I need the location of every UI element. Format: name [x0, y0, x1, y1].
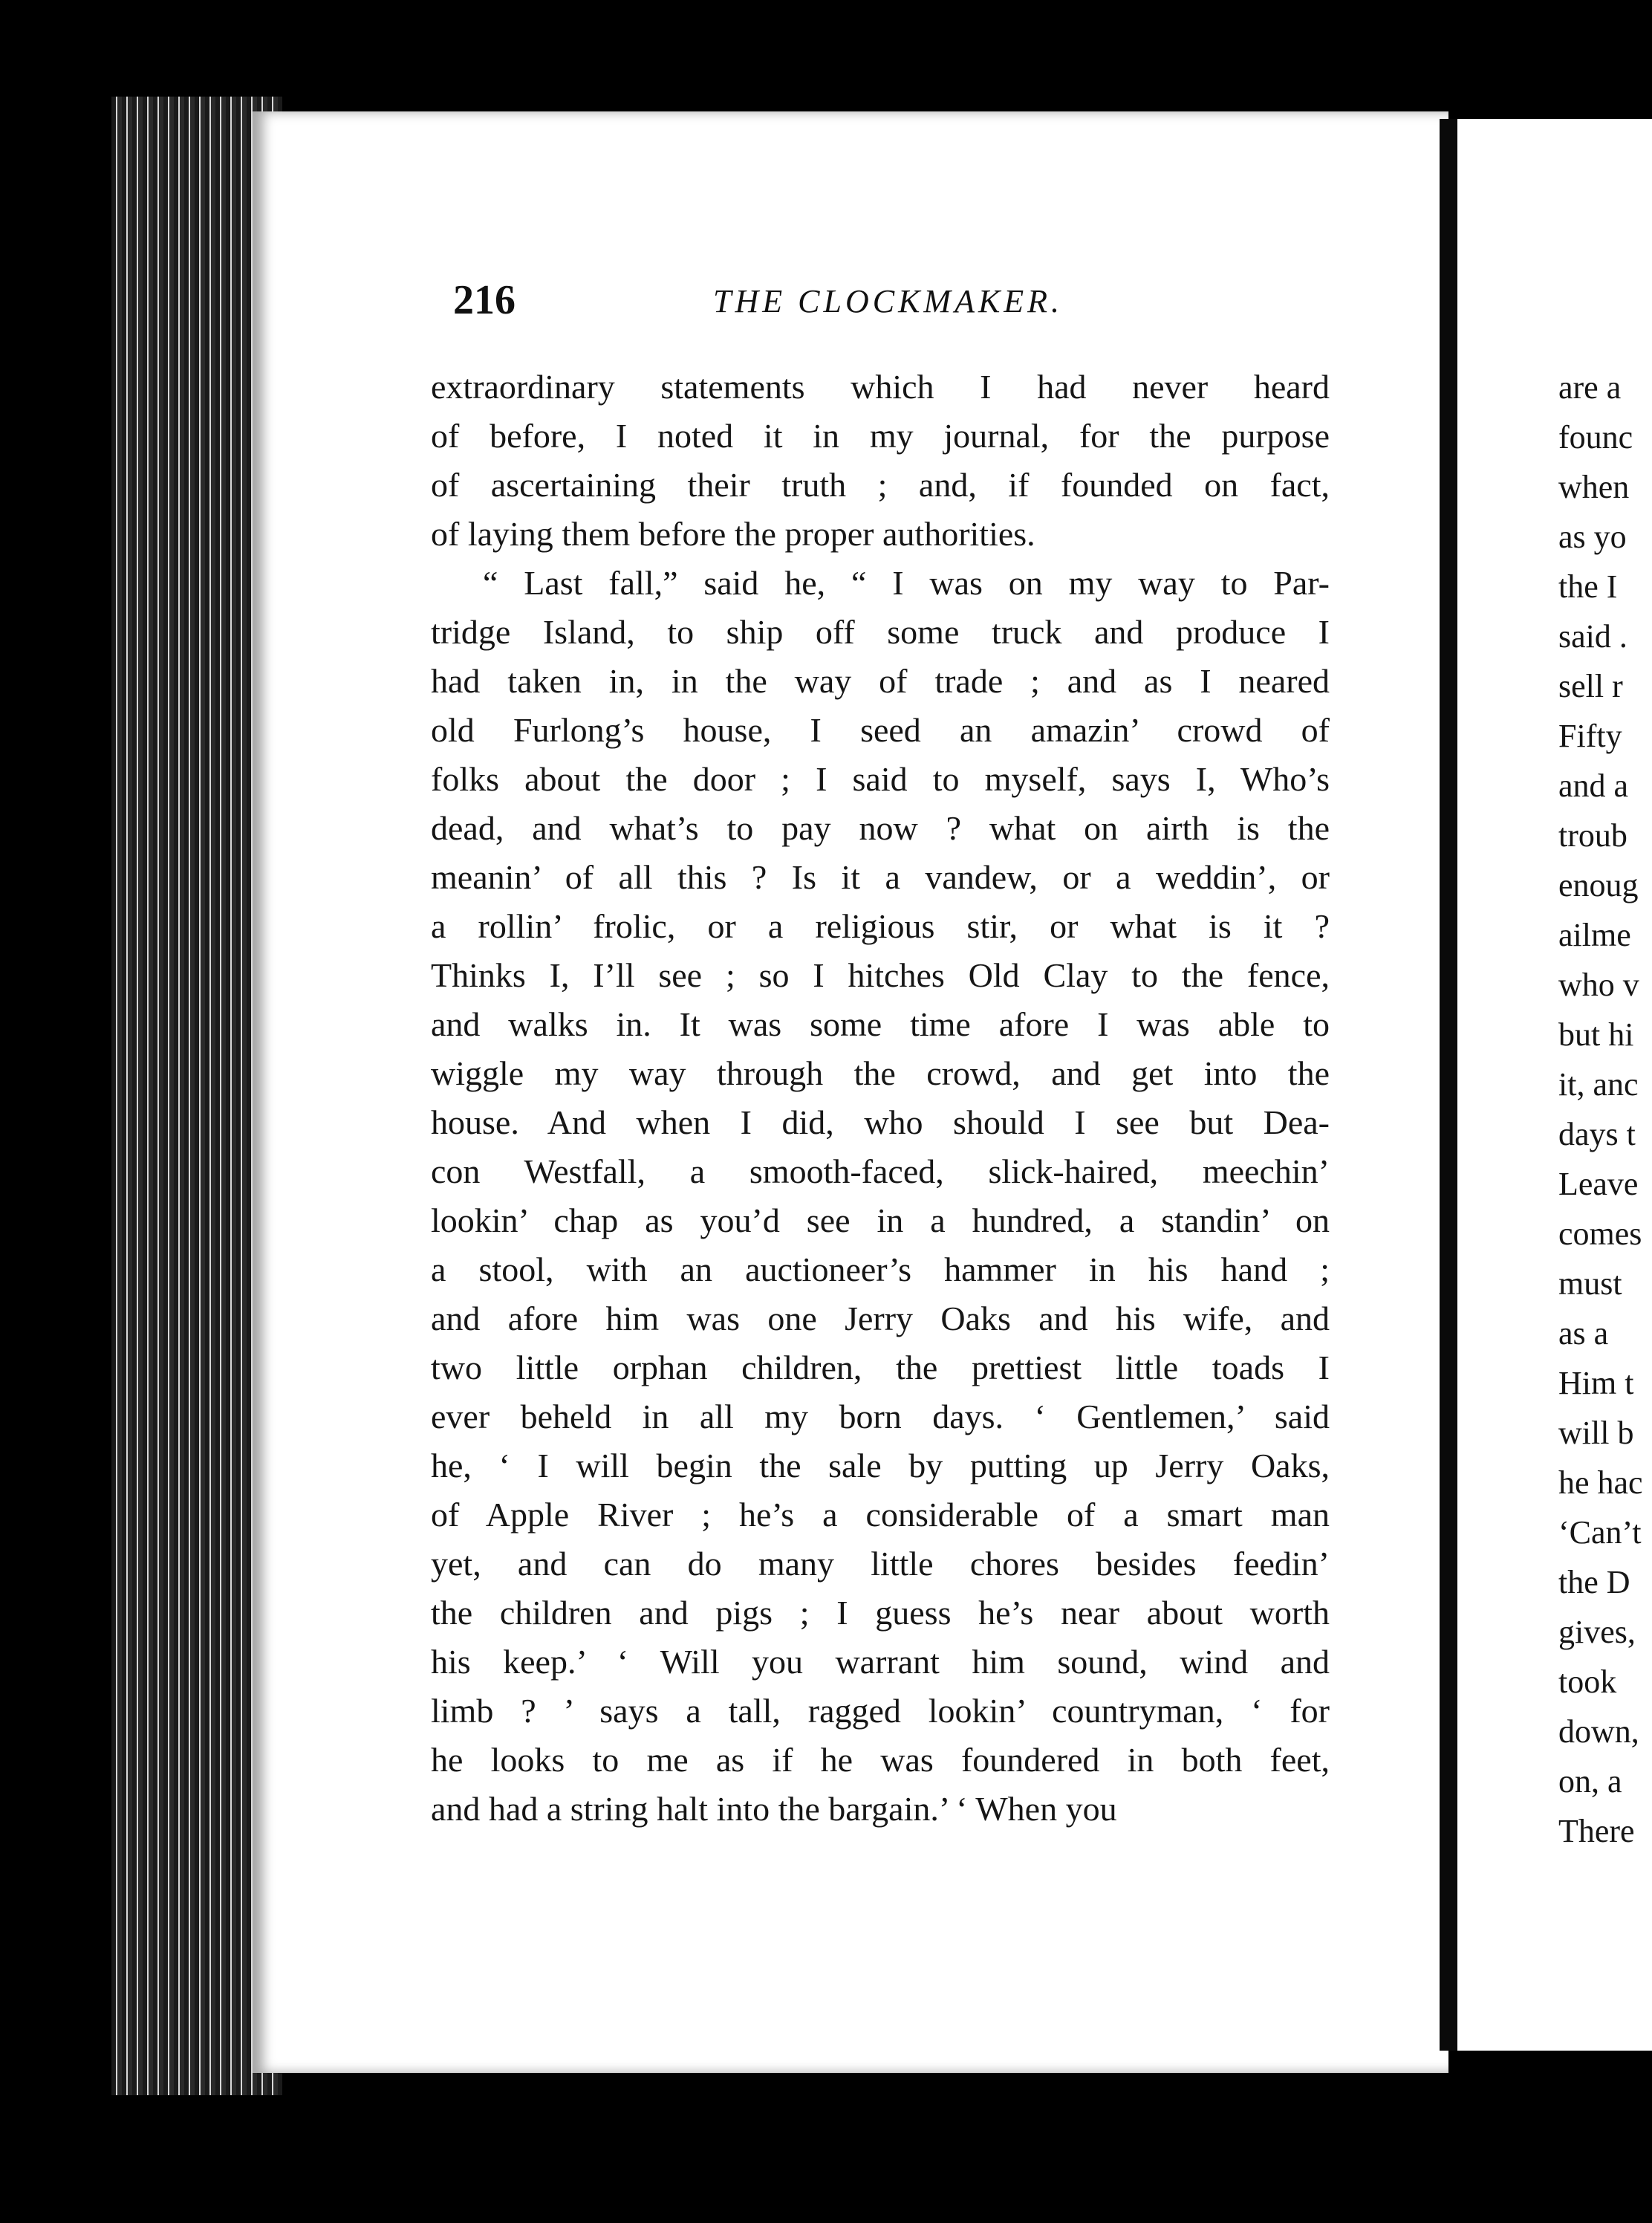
- text-line: a rollin’ frolic, or a religious stir, or what is it ?: [431, 907, 1330, 945]
- text-line: a stool, with an auctioneer’s hammer in his hand ;: [431, 1250, 1330, 1288]
- text-line: of laying them before the proper authorities.: [431, 515, 1035, 553]
- text-line: his keep.’ ‘ Will you warrant him sound, wind and: [431, 1643, 1330, 1681]
- text-line: and afore him was one Jerry Oaks and his wife, and: [431, 1299, 1330, 1337]
- text-line: extraordinary statements which I had never heard: [431, 368, 1330, 406]
- text-line-fragment: are a: [1558, 369, 1622, 406]
- book-gutter: [1440, 119, 1459, 2051]
- left-page-text: [431, 363, 1330, 1834]
- right-page-text: [1558, 363, 1652, 1856]
- text-line: yet, and can do many little chores besides feedin’: [431, 1545, 1330, 1583]
- text-line: and walks in. It was some time afore I was able to: [431, 1005, 1330, 1043]
- text-line-fragment: he hac: [1558, 1464, 1643, 1501]
- text-line: old Furlong’s house, I seed an amazin’ crowd of: [431, 711, 1330, 749]
- text-line-fragment: Fifty: [1558, 718, 1622, 754]
- text-line: “ Last fall,” said he, “ I was on my way to Par-: [483, 564, 1330, 602]
- text-line: wiggle my way through the crowd, and get into the: [431, 1054, 1330, 1092]
- text-line: folks about the door ; I said to myself, says I, Who’s: [431, 760, 1330, 798]
- text-line-fragment: founc: [1558, 419, 1633, 455]
- text-line: meanin’ of all this ? Is it a vandew, or a weddin’, or: [431, 858, 1330, 896]
- text-line-fragment: days t: [1558, 1116, 1636, 1152]
- text-line-fragment: who v: [1558, 967, 1639, 1003]
- text-line: and had a string halt into the bargain.’ ‘ When you: [431, 1790, 1117, 1828]
- text-line-fragment: but hi: [1558, 1016, 1634, 1053]
- text-line: house. And when I did, who should I see but Dea-: [431, 1103, 1330, 1141]
- running-head: [446, 276, 1337, 328]
- text-line: con Westfall, a smooth-faced, slick-haired, meechin’: [431, 1152, 1330, 1190]
- text-line-fragment: and a: [1558, 767, 1629, 804]
- text-line-fragment: when: [1558, 469, 1630, 505]
- text-line-fragment: the D: [1558, 1564, 1630, 1600]
- text-line-fragment: must: [1558, 1265, 1622, 1302]
- text-line-fragment: will b: [1558, 1415, 1634, 1451]
- text-line: dead, and what’s to pay now ? what on airth is the: [431, 809, 1330, 847]
- text-line-fragment: the I: [1558, 568, 1618, 605]
- text-line-fragment: it, anc: [1558, 1066, 1639, 1103]
- text-line-fragment: as yo: [1558, 519, 1627, 555]
- text-line-fragment: on, a: [1558, 1763, 1622, 1800]
- text-line: ever beheld in all my born days. ‘ Gentlemen,’ said: [431, 1398, 1330, 1435]
- text-line-fragment: ailme: [1558, 917, 1631, 953]
- text-line-fragment: said .: [1558, 618, 1627, 655]
- text-line: lookin’ chap as you’d see in a hundred, a standin’ on: [431, 1201, 1330, 1239]
- text-line: two little orphan children, the prettiest little toads I: [431, 1349, 1330, 1386]
- text-line-fragment: enoug: [1558, 867, 1639, 903]
- text-line: tridge Island, to ship off some truck and produce I: [431, 613, 1330, 651]
- text-line-fragment: troub: [1558, 817, 1627, 854]
- page-number: 216: [453, 277, 516, 323]
- text-line: had taken in, in the way of trade ; and as I neared: [431, 662, 1330, 700]
- text-line: the children and pigs ; I guess he’s near about worth: [431, 1594, 1330, 1632]
- text-line: Thinks I, I’ll see ; so I hitches Old Clay to the fence,: [431, 956, 1330, 994]
- text-line-fragment: down,: [1558, 1713, 1639, 1750]
- text-line: he looks to me as if he was foundered in both feet,: [431, 1741, 1330, 1779]
- text-line: of ascertaining their truth ; and, if founded on fact,: [431, 466, 1330, 504]
- text-line: of Apple River ; he’s a considerable of a smart man: [431, 1496, 1330, 1534]
- text-line: of before, I noted it in my journal, for the purpose: [431, 417, 1330, 455]
- text-line-fragment: Him t: [1558, 1365, 1634, 1401]
- text-line-fragment: There: [1558, 1813, 1635, 1849]
- text-line-fragment: took: [1558, 1664, 1617, 1700]
- text-line-fragment: gives,: [1558, 1614, 1636, 1650]
- text-line: limb ? ’ says a tall, ragged lookin’ countryman, ‘ for: [431, 1692, 1330, 1730]
- text-line: he, ‘ I will begin the sale by putting up Jerry Oaks,: [431, 1447, 1330, 1484]
- text-line-fragment: as a: [1558, 1315, 1609, 1351]
- text-line-fragment: comes: [1558, 1216, 1642, 1252]
- text-line-fragment: sell r: [1558, 668, 1623, 704]
- book-title: THE CLOCKMAKER.: [713, 283, 1064, 319]
- text-line-fragment: ‘Can’t: [1558, 1514, 1642, 1551]
- text-line-fragment: Leave: [1558, 1166, 1639, 1202]
